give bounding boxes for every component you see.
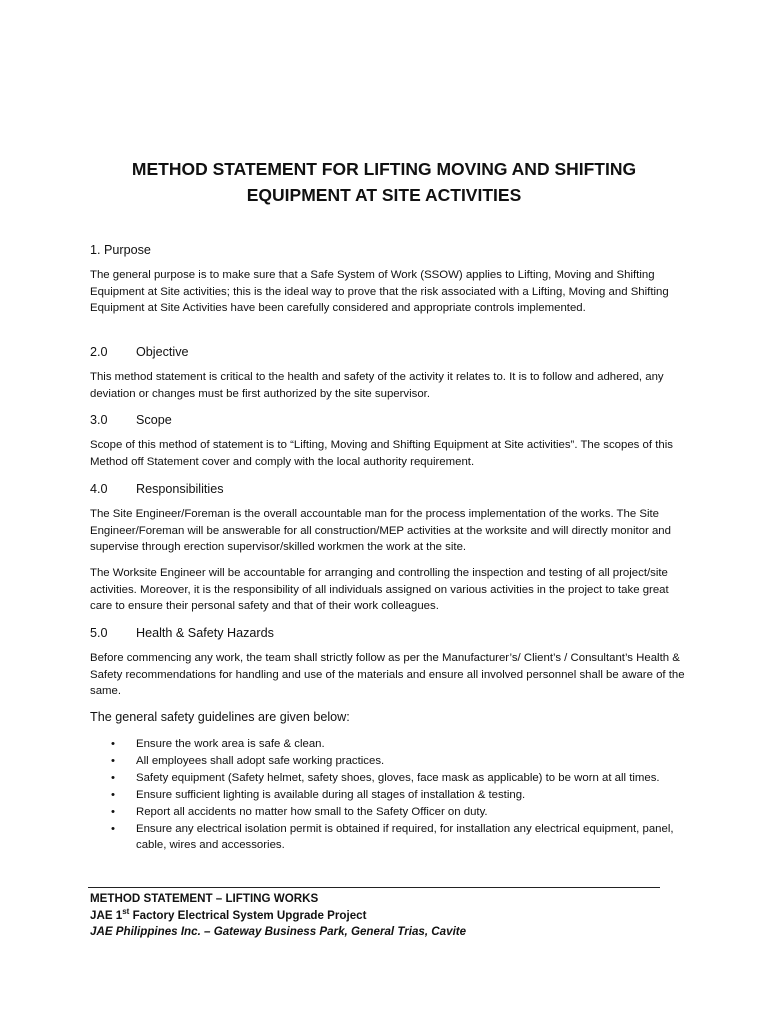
bullet-icon: • (111, 754, 115, 767)
hazards-text: Before commencing any work, the team shall strictly follow as per the Manufacturer’s/ Client’s / Consultant’s Health & Safety recommendations for handling and use of the materials and ensure all involved personnel shall be aware of the same. (90, 652, 685, 698)
footer-document-name: METHOD STATEMENT – LIFTING WORKS (90, 892, 319, 905)
scope-text: Scope of this method of statement is to “Lifting, Moving and Shifting Equipment at Site activities”. The scopes of this Method off Statement cover and comply with the local authority requirement. (90, 439, 673, 468)
list-item (90, 787, 680, 804)
responsibilities-text-2: The Worksite Engineer will be accountable for arranging and controlling the inspection and testing of all project/site activities. Moreover, it is the responsibility of all individuals assigned on various activities in the project to take great care to ensure their personal safety and that of their work colleagues. (90, 567, 669, 613)
list-item-text: Ensure the work area is safe & clean. (136, 738, 325, 750)
list-item-text: All employees shall adopt safe working practices. (136, 754, 385, 767)
list-item-text: Report all accidents no matter how small to the Safety Officer on duty. (136, 805, 488, 818)
document-title (60, 156, 708, 208)
responsibilities-heading (90, 481, 224, 497)
footer-divider (88, 887, 660, 888)
list-item (90, 804, 680, 821)
list-item (90, 821, 680, 855)
purpose-text: The general purpose is to make sure that a Safe System of Work (SSOW) applies to Lifting, Moving and Shifting Equipment at Site activities; this is the ideal way to prove that the risk associated with a Lifting, Moving and Shifting Equipment at Site Activities have been carefully considered and appropriate controls implemented. (90, 269, 669, 315)
section-number: 5.0 (90, 626, 108, 640)
guidelines-intro: The general safety guidelines are given below: (90, 710, 350, 724)
footer-project-name (90, 908, 466, 925)
page-footer (90, 891, 466, 941)
list-item (90, 770, 680, 787)
list-item (90, 736, 680, 753)
objective-text: This method statement is critical to the health and safety of the activity it relates to. It is to follow and adhered, any deviation or changes must be first authorized by the site supervisor. (90, 371, 664, 400)
footer-project-ordinal: st (122, 906, 130, 916)
scope-heading (90, 412, 172, 428)
list-item-text: Ensure sufficient lighting is available during all stages of installation & testing. (136, 788, 526, 801)
list-item-text: Ensure any electrical isolation permit is obtained if required, for installation any electrical equipment, panel, cable, wires and accessories. (136, 822, 674, 852)
purpose-heading: 1. Purpose (90, 243, 151, 257)
section-number: 3.0 (90, 413, 108, 427)
footer-project-suffix: Factory Electrical System Upgrade Project (129, 908, 367, 922)
section-title: Scope (136, 413, 172, 427)
responsibilities-text-1: The Site Engineer/Foreman is the overall accountable man for the process implementation of the works. The Site Engineer/Foreman will be answerable for all construction/MEP activities at the worksite and will directly monitor and supervise through erection supervisor/skilled workmen the work at the site. (90, 508, 671, 554)
bullet-icon: • (111, 788, 115, 801)
footer-project-prefix: JAE 1 (90, 908, 123, 922)
hazards-heading (90, 625, 274, 641)
bullet-icon: • (111, 822, 115, 835)
bullet-icon: • (111, 805, 115, 818)
title-line-2: EQUIPMENT AT SITE ACTIVITIES (246, 185, 522, 205)
footer-company-address: JAE Philippines Inc. – Gateway Business Park, General Trias, Cavite (90, 925, 467, 938)
section-number: 4.0 (90, 482, 108, 496)
section-title: Objective (136, 345, 189, 359)
safety-guidelines-list (90, 736, 680, 854)
list-item (90, 753, 680, 770)
objective-heading (90, 344, 189, 360)
section-title: Health & Safety Hazards (136, 626, 274, 640)
list-item-text: Safety equipment (Safety helmet, safety shoes, gloves, face mask as applicable) to be worn at all times. (136, 771, 660, 784)
section-title: Responsibilities (136, 482, 224, 496)
bullet-icon: • (111, 771, 115, 784)
section-number: 2.0 (90, 345, 108, 359)
bullet-icon: • (111, 738, 115, 750)
title-line-1: METHOD STATEMENT FOR LIFTING MOVING AND SHIFTING (131, 159, 637, 179)
